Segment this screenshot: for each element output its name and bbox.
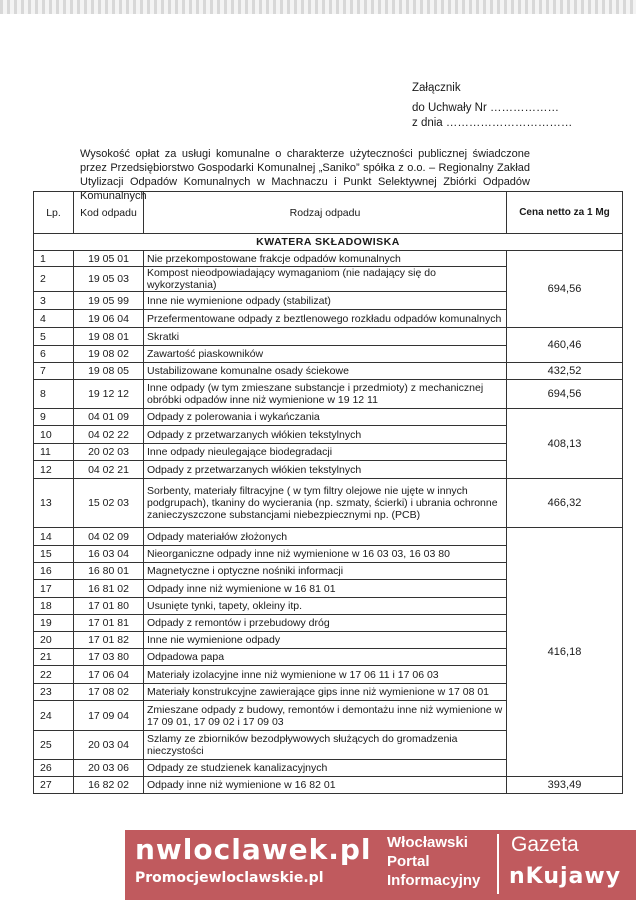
row-lp: 12 [34, 461, 74, 479]
banner-site: nwloclawek.pl [135, 833, 372, 866]
row-code: 19 12 12 [74, 380, 144, 409]
row-code: 17 03 80 [74, 649, 144, 666]
row-lp: 17 [34, 580, 74, 598]
row-code: 20 03 06 [74, 760, 144, 777]
row-price: 466,32 [507, 479, 623, 528]
row-price: 694,56 [507, 251, 623, 328]
row-name: Sorbenty, materiały filtracyjne ( w tym filtry olejowe nie ujęte w innych podgrupach), tkaniny do wycierania (np. szmaty, ścierki) i ubrania ochronne zanieczyszczone substancjami niebezpiecznymi np. (PCB) [144, 479, 507, 528]
table-row [34, 479, 623, 528]
row-code: 04 02 09 [74, 528, 144, 546]
section-title: KWATERA SKŁADOWISKA [34, 234, 623, 251]
row-lp: 9 [34, 409, 74, 426]
row-lp: 10 [34, 426, 74, 444]
row-lp: 23 [34, 684, 74, 701]
row-lp: 8 [34, 380, 74, 409]
row-code: 16 81 02 [74, 580, 144, 598]
row-name: Zawartość piaskowników [144, 346, 507, 363]
row-name: Kompost nieodpowiadający wymaganiom (nie nadający się do wykorzystania) [144, 267, 507, 292]
row-code: 19 06 04 [74, 310, 144, 328]
row-name: Nieorganiczne odpady inne niż wymienione w 16 03 03, 16 03 80 [144, 546, 507, 563]
banner-portal: Włocławski Portal Informacyjny [387, 834, 481, 889]
row-name: Materiały izolacyjne inne niż wymienione w 17 06 11 i 17 06 03 [144, 666, 507, 684]
row-price: 432,52 [507, 363, 623, 380]
row-code: 16 80 01 [74, 563, 144, 580]
row-name: Ustabilizowane komunalne osady ściekowe [144, 363, 507, 380]
row-name: Odpady inne niż wymienione w 16 81 01 [144, 580, 507, 598]
row-name: Zmieszane odpady z budowy, remontów i demontażu inne niż wymienione w 17 09 01, 17 09 02 i 17 09 03 [144, 701, 507, 731]
row-name: Skratki [144, 328, 507, 346]
row-code: 15 02 03 [74, 479, 144, 528]
row-lp: 25 [34, 731, 74, 760]
row-code: 19 08 01 [74, 328, 144, 346]
row-lp: 11 [34, 444, 74, 461]
row-price: 694,56 [507, 380, 623, 409]
row-code: 19 05 99 [74, 292, 144, 310]
row-code: 19 08 05 [74, 363, 144, 380]
row-lp: 6 [34, 346, 74, 363]
attachment-header [412, 78, 572, 133]
attachment-title: Załącznik [412, 82, 461, 94]
row-name: Odpady materiałów złożonych [144, 528, 507, 546]
row-lp: 22 [34, 666, 74, 684]
row-lp: 14 [34, 528, 74, 546]
row-price: 460,46 [507, 328, 623, 363]
attachment-resolution: do Uchwały Nr ……………… [412, 102, 559, 114]
row-code: 17 09 04 [74, 701, 144, 731]
row-lp: 24 [34, 701, 74, 731]
row-name: Inne odpady (w tym zmieszane substancje i przedmioty) z mechanicznej obróbki odpadów inne niż wymienione w 19 12 11 [144, 380, 507, 409]
row-code: 16 82 02 [74, 777, 144, 794]
row-name: Inne odpady nieulegające biodegradacji [144, 444, 507, 461]
row-name: Odpady z przetwarzanych włókien tekstylnych [144, 461, 507, 479]
row-name: Materiały konstrukcyjne zawierające gips inne niż wymienione w 17 08 01 [144, 684, 507, 701]
row-name: Odpady z polerowania i wykańczania [144, 409, 507, 426]
row-name: Odpady z remontów i przebudowy dróg [144, 615, 507, 632]
row-name: Odpady z przetwarzanych włókien tekstylnych [144, 426, 507, 444]
row-code: 19 05 03 [74, 267, 144, 292]
watermark-banner [125, 830, 636, 900]
row-code: 19 05 01 [74, 251, 144, 267]
row-code: 19 08 02 [74, 346, 144, 363]
table-row [34, 777, 623, 794]
row-lp: 4 [34, 310, 74, 328]
header-type: Rodzaj odpadu [144, 192, 507, 234]
row-lp: 16 [34, 563, 74, 580]
row-code: 16 03 04 [74, 546, 144, 563]
attachment-date: z dnia …………………………… [412, 117, 573, 129]
banner-gazeta: Gazeta [511, 833, 579, 856]
scan-top-edge [0, 0, 636, 14]
row-lp: 19 [34, 615, 74, 632]
row-lp: 2 [34, 267, 74, 292]
table-row [34, 251, 623, 267]
header-price: Cena netto za 1 Mg [507, 192, 623, 234]
banner-kujawy: nKujawy [509, 864, 622, 889]
table-header-row [34, 192, 623, 234]
row-code: 17 01 81 [74, 615, 144, 632]
row-code: 04 01 09 [74, 409, 144, 426]
row-code: 04 02 21 [74, 461, 144, 479]
header-code: Kod odpadu [74, 192, 144, 234]
fee-table [33, 191, 623, 794]
row-lp: 18 [34, 598, 74, 615]
row-lp: 5 [34, 328, 74, 346]
row-name: Usunięte tynki, tapety, okleiny itp. [144, 598, 507, 615]
table-row [34, 328, 623, 346]
row-name: Przefermentowane odpady z beztlenowego rozkładu odpadów komunalnych [144, 310, 507, 328]
table-row [34, 528, 623, 546]
row-name: Odpady ze studzienek kanalizacyjnych [144, 760, 507, 777]
row-price: 408,13 [507, 409, 623, 479]
row-code: 04 02 22 [74, 426, 144, 444]
row-lp: 21 [34, 649, 74, 666]
row-lp: 3 [34, 292, 74, 310]
row-code: 17 06 04 [74, 666, 144, 684]
row-price: 393,49 [507, 777, 623, 794]
section-row [34, 234, 623, 251]
header-lp: Lp. [34, 192, 74, 234]
table-row [34, 380, 623, 409]
row-lp: 15 [34, 546, 74, 563]
row-name: Odpady inne niż wymienione w 16 82 01 [144, 777, 507, 794]
row-code: 17 08 02 [74, 684, 144, 701]
row-name: Inne nie wymienione odpady [144, 632, 507, 649]
row-name: Szlamy ze zbiorników bezodpływowych służących do gromadzenia nieczystości [144, 731, 507, 760]
intro-paragraph: Wysokość opłat za usługi komunalne o charakterze użyteczności publicznej świadczone przez Przedsiębiorstwo Gospodarki Komunalnej „Saniko” spółka z o.o. – Regionalny Zakład Utylizacji Odpadów Komunalnych w Machnaczu i Punkt Selektywnej Zbiórki Odpadów Komunalnych [80, 148, 530, 202]
row-name: Odpadowa papa [144, 649, 507, 666]
row-lp: 20 [34, 632, 74, 649]
banner-separator [497, 834, 499, 894]
row-price: 416,18 [507, 528, 623, 777]
row-code: 20 03 04 [74, 731, 144, 760]
banner-site2: Promocjewloclawskie.pl [135, 870, 324, 886]
row-code: 20 02 03 [74, 444, 144, 461]
row-name: Inne nie wymienione odpady (stabilizat) [144, 292, 507, 310]
row-lp: 27 [34, 777, 74, 794]
row-lp: 13 [34, 479, 74, 528]
row-lp: 7 [34, 363, 74, 380]
row-name: Nie przekompostowane frakcje odpadów komunalnych [144, 251, 507, 267]
row-name: Magnetyczne i optyczne nośniki informacji [144, 563, 507, 580]
row-lp: 1 [34, 251, 74, 267]
table-row [34, 409, 623, 426]
table-row [34, 363, 623, 380]
row-code: 17 01 80 [74, 598, 144, 615]
row-code: 17 01 82 [74, 632, 144, 649]
row-lp: 26 [34, 760, 74, 777]
